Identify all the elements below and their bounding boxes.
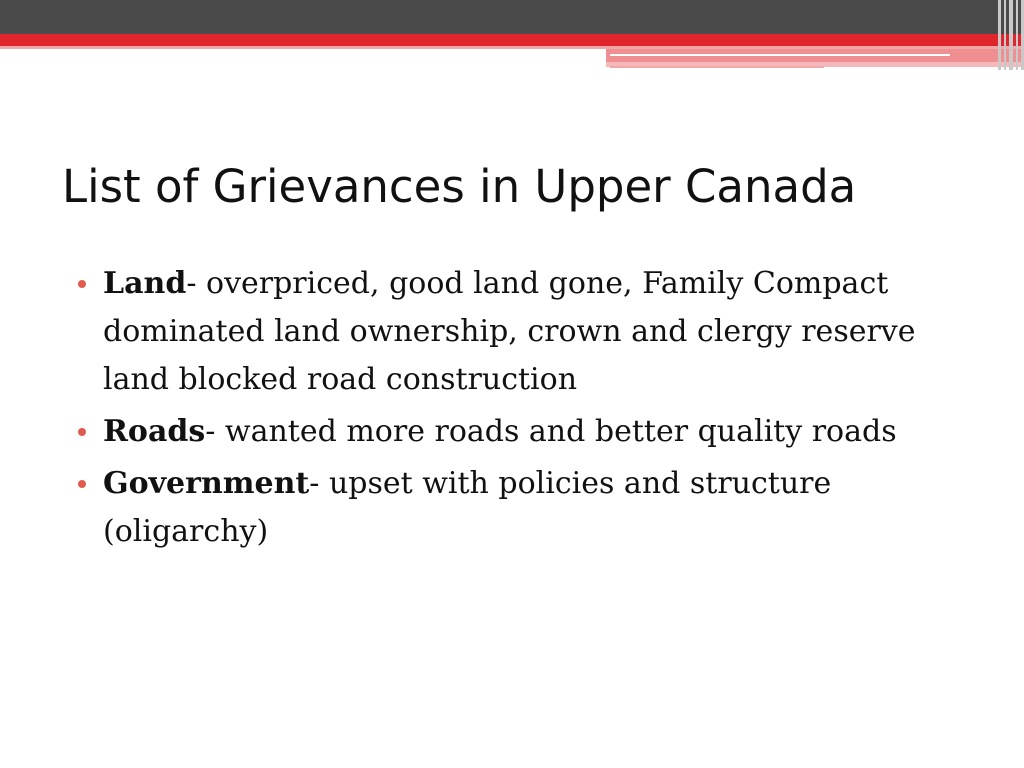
- bullet-item-government: [78, 460, 978, 556]
- bullet-dot-icon: [78, 280, 86, 288]
- bullet-text: - wanted more roads and better quality roads: [205, 414, 897, 449]
- bullet-dot-icon: [78, 480, 86, 488]
- header-light-line: [610, 66, 824, 68]
- bullet-text: - overpriced, good land gone, Family Compact dominated land ownership, crown and clergy reserve land blocked road construction: [103, 266, 916, 397]
- header-white-line: [610, 54, 950, 56]
- bullet-term: Land: [103, 266, 187, 301]
- bullet-list: [78, 260, 978, 560]
- bullet-item-land: [78, 260, 978, 404]
- bullet-term: Government: [103, 466, 310, 501]
- bullet-item-roads: [78, 408, 978, 456]
- bullet-term: Roads: [103, 414, 206, 449]
- header-band-dark: [0, 0, 1024, 34]
- header-band-red: [0, 34, 1024, 46]
- bullet-text: - upset with policies and structure (oligarchy): [103, 466, 832, 549]
- slide-title: List of Grievances in Upper Canada: [62, 160, 857, 213]
- bullet-dot-icon: [78, 428, 86, 436]
- header-vertical-stripes: [994, 0, 1024, 70]
